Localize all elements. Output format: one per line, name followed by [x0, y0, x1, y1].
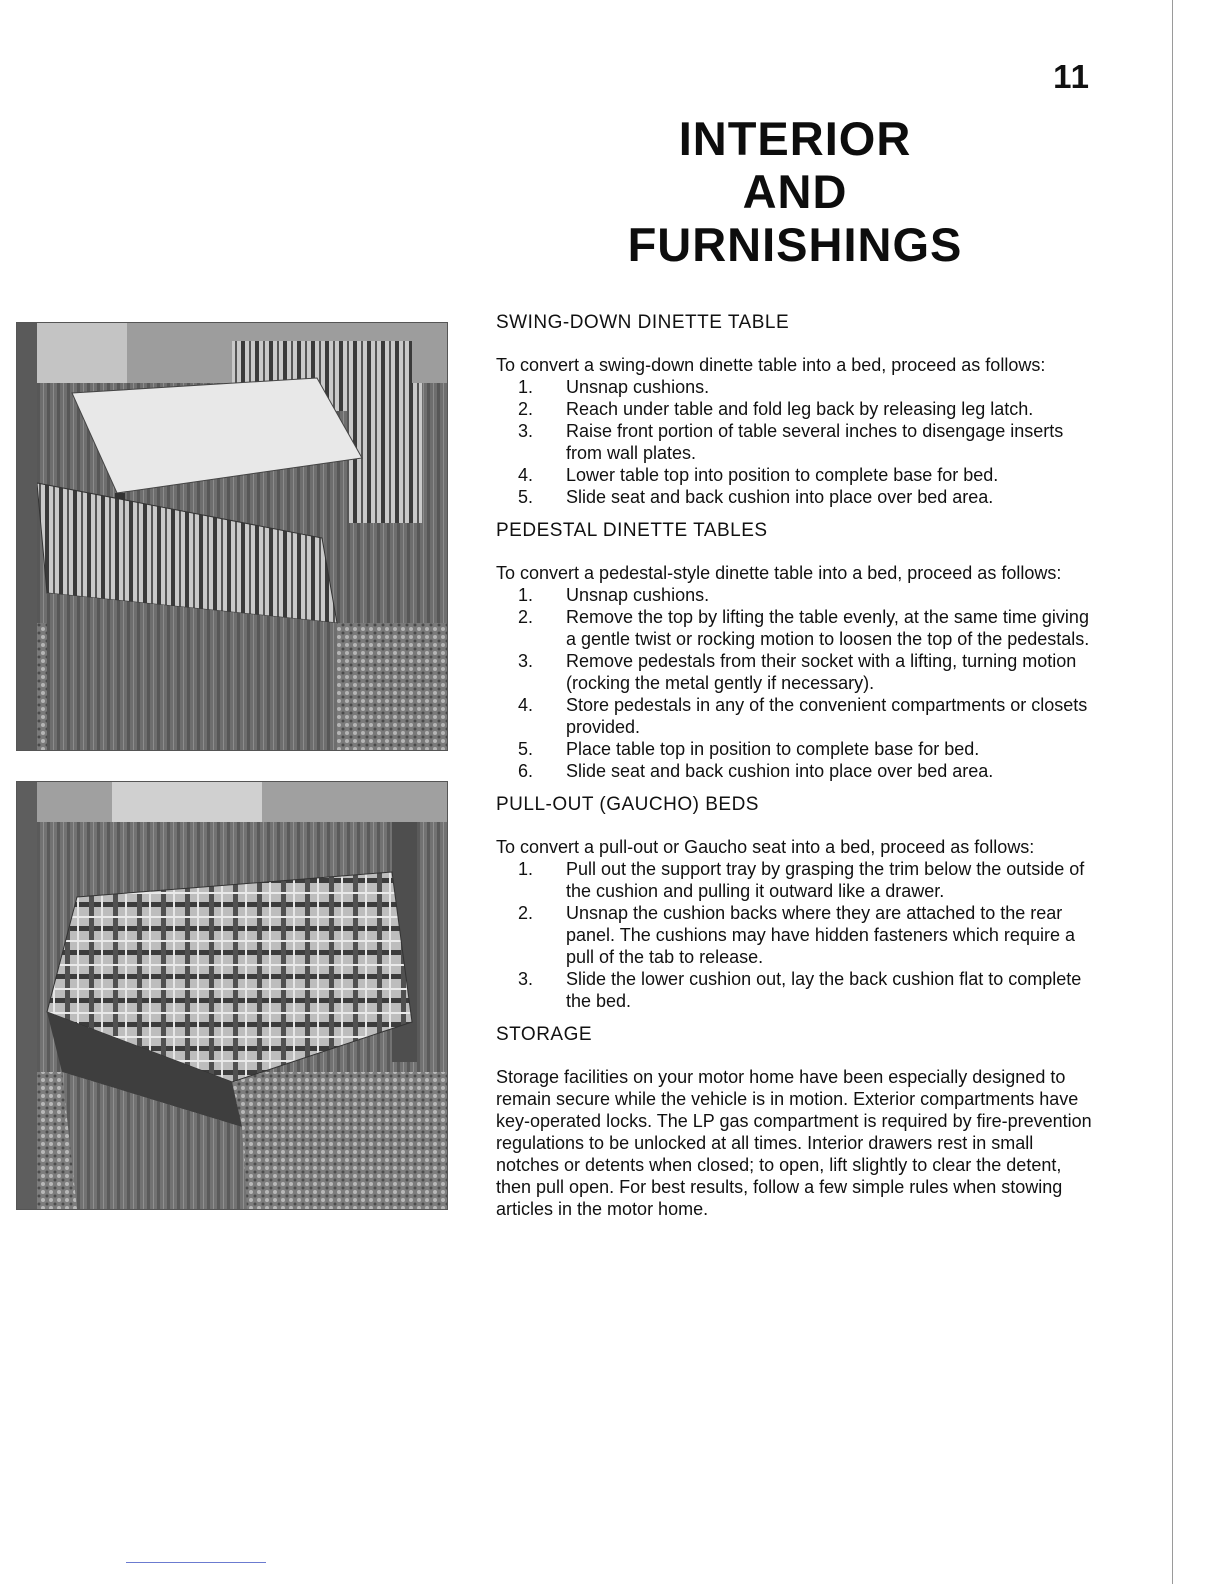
section-swing-down-dinette	[496, 312, 1096, 508]
section-heading: SWING-DOWN DINETTE TABLE	[496, 312, 790, 333]
step-text: Unsnap the cushion backs where they are attached to the rear panel. The cushions may have hidden fasteners which require a pull of the tab to release.	[566, 903, 1075, 967]
section-storage	[496, 1024, 1096, 1220]
step-number: 4.	[518, 695, 534, 715]
list-item	[496, 650, 1096, 694]
title-line-and: AND	[742, 165, 848, 218]
step-text: Lower table top into position to complete base for bed.	[566, 465, 999, 485]
list-item	[496, 420, 1096, 464]
section-intro: To convert a pull-out or Gaucho seat into a bed, proceed as follows:	[496, 837, 1035, 857]
list-item	[496, 606, 1096, 650]
step-text: Raise front portion of table several inches to disengage inserts from wall plates.	[566, 421, 1064, 463]
dinette-bed-photo	[16, 781, 448, 1210]
section-pull-out-beds	[496, 794, 1096, 1012]
section-intro: To convert a swing-down dinette table into a bed, proceed as follows:	[496, 355, 1046, 375]
section-pedestal-dinette	[496, 520, 1096, 782]
step-text: Place table top in position to complete base for bed.	[566, 739, 980, 759]
step-text: Slide the lower cushion out, lay the back cushion flat to complete the bed.	[566, 969, 1082, 1011]
dinette-table-photo	[16, 322, 448, 751]
step-number: 5.	[518, 739, 534, 759]
step-number: 3.	[518, 969, 534, 989]
step-number: 2.	[518, 607, 534, 627]
list-item	[496, 376, 1096, 398]
step-text: Pull out the support tray by grasping the trim below the outside of the cushion and pulling it outward like a drawer.	[566, 859, 1085, 901]
footer-rule	[126, 1562, 266, 1563]
step-number: 5.	[518, 487, 534, 507]
list-item	[496, 584, 1096, 606]
step-number: 1.	[518, 377, 534, 397]
page-edge-rule	[1172, 0, 1173, 1584]
instructions-column	[496, 312, 1096, 1220]
step-list	[496, 858, 1096, 1012]
list-item	[496, 486, 1096, 508]
step-text: Remove pedestals from their socket with a lifting, turning motion (rocking the metal gently if necessary).	[566, 651, 1077, 693]
step-number: 3.	[518, 421, 534, 441]
step-list	[496, 376, 1096, 508]
list-item	[496, 902, 1096, 968]
step-number: 1.	[518, 585, 534, 605]
step-text: Reach under table and fold leg back by releasing leg latch.	[566, 399, 1034, 419]
list-item	[496, 464, 1096, 486]
step-number: 1.	[518, 859, 534, 879]
section-heading: PEDESTAL DINETTE TABLES	[496, 520, 768, 541]
step-list	[496, 584, 1096, 782]
page-title	[560, 112, 1030, 271]
step-number: 3.	[518, 651, 534, 671]
step-text: Slide seat and back cushion into place over bed area.	[566, 487, 994, 507]
list-item	[496, 738, 1096, 760]
page-number: 11	[1053, 58, 1090, 95]
step-number: 2.	[518, 399, 534, 419]
storage-paragraph: Storage facilities on your motor home have been especially designed to remain secure while the vehicle is in motion. Exterior compartments have key-operated locks. The LP gas compartment is required by fire-prevention regulations to be unlocked at all times. Interior drawers rest in small notches or detents when closed; to open, lift slightly to clear the detent, then pull open. For best results, follow a few simple rules when stowing articles in the motor home.	[496, 1067, 1092, 1219]
title-line-furnishings: FURNISHINGS	[627, 218, 963, 271]
list-item	[496, 694, 1096, 738]
list-item	[496, 968, 1096, 1012]
step-number: 2.	[518, 903, 534, 923]
list-item	[496, 398, 1096, 420]
list-item	[496, 858, 1096, 902]
section-heading: PULL-OUT (GAUCHO) BEDS	[496, 794, 759, 815]
title-line-interior: INTERIOR	[678, 112, 912, 165]
section-intro: To convert a pedestal-style dinette table into a bed, proceed as follows:	[496, 563, 1062, 583]
step-text: Slide seat and back cushion into place over bed area.	[566, 761, 994, 781]
step-text: Store pedestals in any of the convenient compartments or closets provided.	[566, 695, 1088, 737]
step-text: Unsnap cushions.	[566, 377, 710, 397]
step-number: 4.	[518, 465, 534, 485]
step-text: Remove the top by lifting the table evenly, at the same time giving a gentle twist or rocking motion to loosen the top of the pedestals.	[566, 607, 1090, 649]
step-text: Unsnap cushions.	[566, 585, 710, 605]
list-item	[496, 760, 1096, 782]
step-number: 6.	[518, 761, 534, 781]
section-heading: STORAGE	[496, 1024, 593, 1045]
